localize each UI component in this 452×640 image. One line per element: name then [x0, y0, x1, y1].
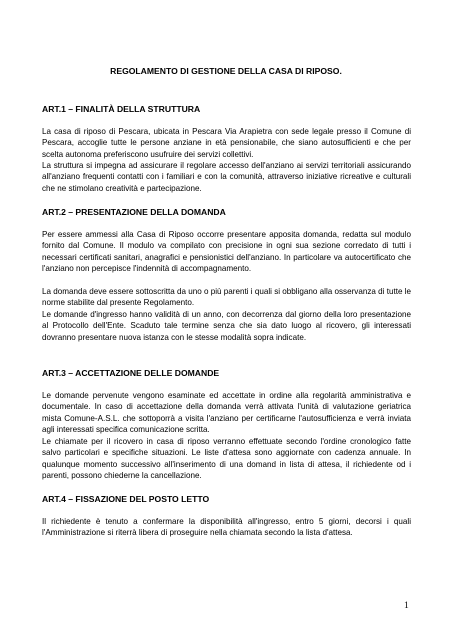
- article-2-paragraph-3: Le domande d'ingresso hanno validità di un anno, con decorrenza dal giorno della loro presentazione al Protocollo dell'Ente. Scaduto tale termine senza che sia dato luogo al ricovero, gli interessati dovranno presentare nuova istanza con le stesse modalità sopra indicate.: [42, 310, 411, 342]
- document-title: REGOLAMENTO DI GESTIONE DELLA CASA DI RIPOSO.: [110, 66, 342, 76]
- article-2-heading: ART.2 – PRESENTAZIONE DELLA DOMANDA: [42, 207, 226, 217]
- article-2-paragraph-2: La domanda deve essere sottoscritta da uno o più parenti i quali si obbligano alla osservanza di tutte le norme stabilite dal presente Regolamento.: [42, 287, 411, 308]
- article-3-paragraph-2: Le chiamate per il ricovero in casa di riposo verranno effettuate secondo l'ordine cronologico fatte salvo particolari e specifiche situazioni. Le liste d'attesa sono aggiornate con cadenza annuale. In qualunque momento successivo all'inserimento di una domand in lista di attesa, il richiedente od i parenti, possono chiederne la cancellazione.: [42, 437, 411, 481]
- article-4-heading: ART.4 – FISSAZIONE DEL POSTO LETTO: [42, 494, 210, 504]
- article-1-paragraph-1: La casa di riposo di Pescara, ubicata in Pescara Via Arapietra con sede legale presso il Comune di Pescara, accoglie tutte le persone anziane in età pensionabile, che siano autosufficienti e che per scelta autonoma preferiscono usufruire dei servizi collettivi.: [42, 127, 411, 159]
- article-3-heading: ART.3 – ACCETTAZIONE DELLE DOMANDE: [42, 368, 220, 378]
- article-3-paragraph-1: Le domande pervenute vengono esaminate ed accettate in ordine alla regolarità amministrativa e documentale. In caso di accettazione della domanda verrà attivata l'unità di valutazione geriatrica mista Comune-A.S.L. che sottoporrà a visita l'anziano per certificarne l'autosufficienza e verrà inviata agli interessati specifica comunicazione scritta.: [42, 391, 411, 435]
- page-number: 1: [404, 601, 409, 611]
- article-2-paragraph-1: Per essere ammessi alla Casa di Riposo occorre presentare apposita domanda, redatta sul modulo fornito dal Comune. Il modulo va compilato con precisione in ogni sua sezione corredato di tutti i necessari certificati sanitari, anagrafici e pensionistici dell'anziano. In particolare va autocertificato che l'anziano non percepisce l'indennità di accompagnamento.: [42, 230, 411, 274]
- article-1-heading: ART.1 – FINALITÀ DELLA STRUTTURA: [42, 104, 201, 114]
- article-1-paragraph-2: La struttura si impegna ad assicurare il regolare accesso dell'anziano ai servizi territoriali assicurando all'anziano frequenti contatti con i familiari e con la comunità, attraverso iniziative ricreative e culturali che ne stimolano creatività e partecipazione.: [42, 161, 411, 193]
- article-4-paragraph-1: Il richiedente è tenuto a confermare la disponibilità all'ingresso, entro 5 giorni, decorsi i quali l'Amministrazione si riterrà libera di proseguire nella chiamata secondo la lista d'attesa.: [42, 517, 411, 538]
